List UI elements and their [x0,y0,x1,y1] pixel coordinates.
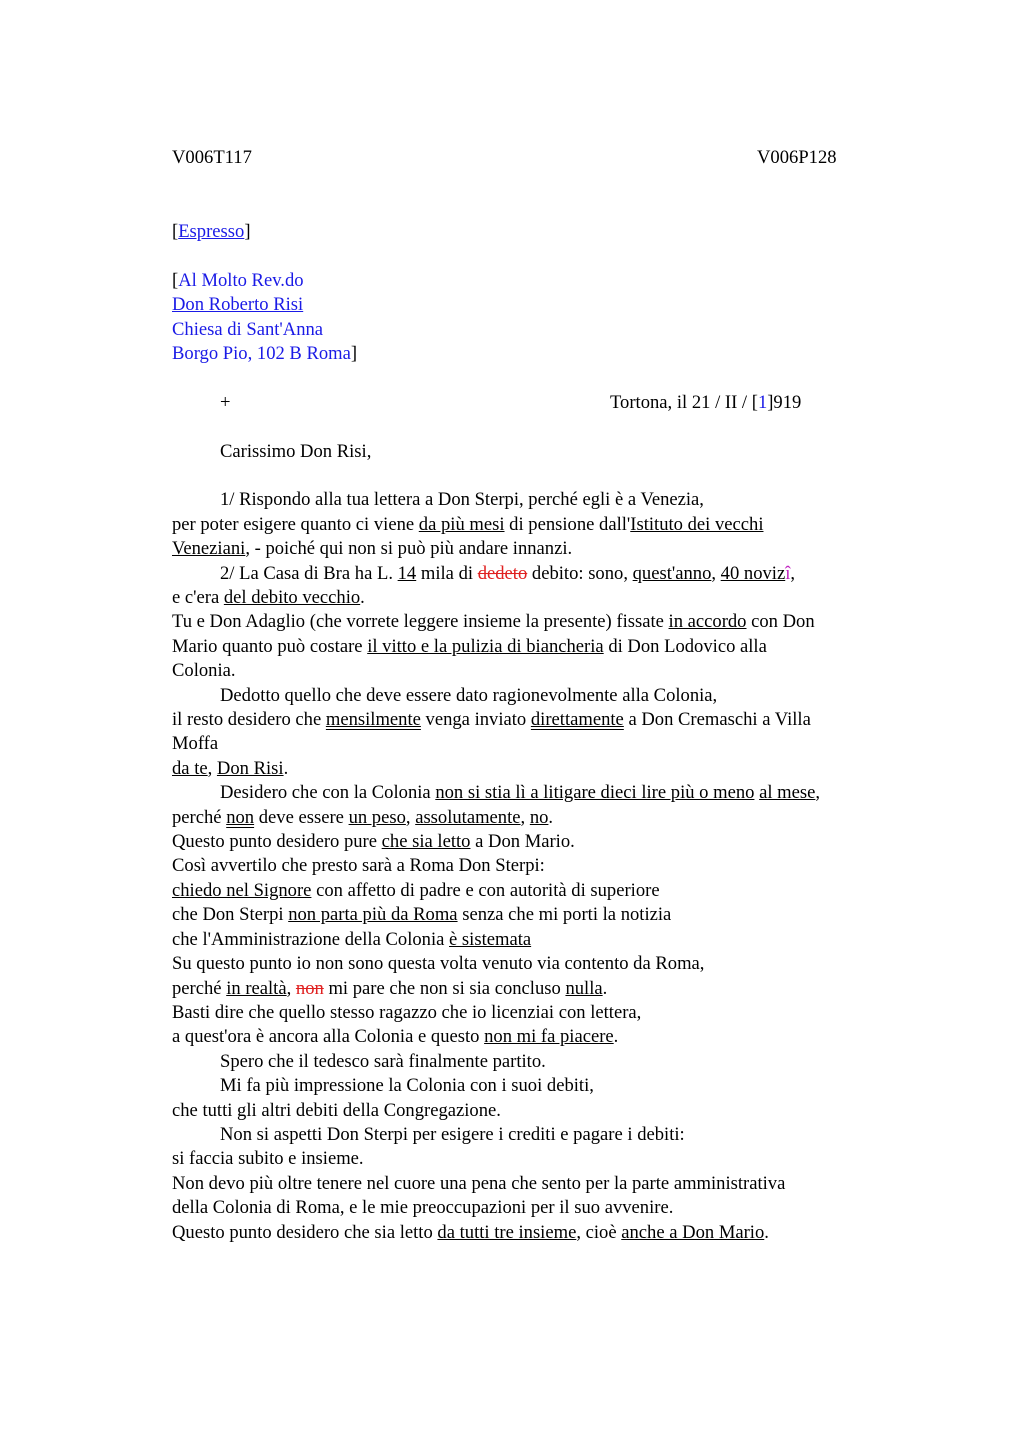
body-line [172,1074,892,1098]
deleted-text: non [295,977,324,999]
text-segment: deve essere [254,806,349,828]
emphasized-text: un peso [348,806,406,828]
text-segment: . [548,806,554,828]
text-segment: Desidero che con la Colonia [220,782,436,804]
emphasized-text: che sia letto [381,831,471,853]
emphasized-text: Istituto dei vecchi [630,513,764,535]
text-segment: . [360,587,365,609]
salutation: Carissimo Don Risi, [220,440,372,462]
espresso-note: [Espresso] [172,221,251,242]
emphasized-text: in realtà [226,977,287,999]
text-segment: Su questo punto io non sono questa volta venuto via contento da Roma, [172,953,705,975]
emphasized-text: assolutamente [415,806,521,828]
text-segment: 1/ Rispondo alla tua lettera a Don Sterpi, perché egli è a Venezia, [220,489,704,511]
text-segment: Dedotto quello che deve essere dato ragionevolmente alla Colonia, [220,684,718,706]
text-segment: mila di [416,562,478,584]
text-segment: che tutti gli altri debiti della Congregazione. [172,1099,501,1121]
deleted-text: dedeto [477,562,528,584]
text-segment: di Don Lodovico alla [603,635,767,657]
year-digit: 1 [757,391,768,413]
emphasized-text: del debito vecchio [223,587,361,609]
body-line [172,1147,892,1171]
body-line [172,1050,892,1074]
text-segment: , [711,562,721,584]
text-segment: di pensione dall' [504,513,631,535]
body-line [172,513,892,537]
text-segment: con Don [746,611,815,633]
text-segment: Non si aspetti Don Sterpi per esigere i crediti e pagare i debiti: [220,1123,685,1145]
body-line [172,586,892,610]
emphasized-text: in accordo [668,611,747,633]
text-segment: a quest'ora è ancora alla Colonia e questo [172,1026,485,1048]
text-segment: Questo punto desidero che sia letto [172,1221,438,1243]
emphasized-text: direttamente [530,709,624,731]
letter-page [172,146,892,1245]
text-segment: , [207,757,217,779]
body-line [172,610,892,634]
text-segment: si faccia subito e insieme. [172,1148,364,1170]
body-line [172,806,892,830]
text-segment: Questo punto desidero pure [172,831,382,853]
text-segment: per poter esigere quanto ci viene [172,513,419,535]
emphasized-text: chiedo nel Signore [172,879,312,901]
text-segment: della Colonia di Roma, e le mie preoccupazioni per il suo avvenire. [172,1197,674,1219]
body-line [172,1025,892,1049]
text-segment: a Don Mario. [470,831,575,853]
text-segment: Colonia. [172,660,236,682]
body-line [172,1172,892,1196]
address-line-1: Al Molto Rev.do [178,269,304,291]
text-segment: , [815,782,821,804]
text-segment: . [283,757,289,779]
emphasized-text: da più mesi [418,513,505,535]
text-segment: Mario quanto può costare [172,635,368,657]
text-segment: 2/ La Casa di Bra ha L. [220,562,398,584]
dateline [172,391,892,415]
body-line [172,1196,892,1220]
body-line [172,537,892,561]
text-segment: che l'Amministrazione della Colonia [172,928,450,950]
emphasized-text: 14 [397,562,417,584]
address-line-4: Borgo Pio, 102 B Roma [172,343,351,365]
text-segment: perché [172,977,227,999]
body-line [172,830,892,854]
emphasized-text: è sistemata [449,928,532,950]
emphasized-text: il vitto e la pulizia di biancheria [367,635,604,657]
text-segment: . [613,1026,619,1048]
text-segment: il resto desidero che [172,709,326,731]
body-line [172,708,892,732]
document-ids [172,146,892,170]
cross-symbol: + [220,391,231,413]
body-line [172,757,892,781]
letter-body [172,488,892,1245]
body-line [172,732,892,756]
address-recipient-link[interactable]: Don Roberto Risi [172,294,304,316]
body-line [172,659,892,683]
address-block: [Al Molto Rev.do Don Roberto Risi Chiesa di Sant'Anna Borgo Pio, 102 B Roma] [172,269,358,365]
text-segment: , [286,977,296,999]
emphasized-text: no [529,806,549,828]
emphasized-text: nulla [565,977,603,999]
emphasized-text: non parta più da Roma [288,904,458,926]
emphasized-text: da te [172,757,208,779]
emphasized-text: Veneziani [172,538,246,560]
text-segment: , [790,562,796,584]
body-line [172,1123,892,1147]
text-segment: Tu e Don Adaglio (che vorrete leggere insieme la presente) fissate [172,611,669,633]
body-line [172,781,892,805]
text-segment: senza che mi porti la notizia [457,904,672,926]
text-segment: venga inviato [420,709,531,731]
text-segment: con affetto di padre e con autorità di superiore [311,879,660,901]
body-line [172,1099,892,1123]
volume-text-id: V006T117 [172,147,252,168]
emphasized-text: quest'anno [632,562,712,584]
emphasized-text: non si stia lì a litigare dieci lire più o meno [435,782,755,804]
text-segment: Non devo più oltre tenere nel cuore una pena che sento per la parte amministrativa [172,1172,786,1194]
body-line [172,488,892,512]
text-segment: perché [172,806,227,828]
text-segment: , cioè [576,1221,622,1243]
body-line [172,854,892,878]
text-segment: Spero che il tedesco sarà finalmente partito. [220,1050,546,1072]
text-segment: che Don Sterpi [172,904,289,926]
emphasized-text: mensilmente [325,709,421,731]
text-segment: . [602,977,608,999]
body-line [172,1001,892,1025]
body-line [172,562,892,586]
emphasized-text: î [785,562,791,584]
volume-page-id: V006P128 [757,147,837,168]
body-line [172,684,892,708]
date-text: Tortona, il 21 / II / [1]919 [610,391,802,413]
body-line [172,1221,892,1245]
text-segment: Basti dire che quello stesso ragazzo che io licenziai con lettera, [172,1001,642,1023]
text-segment: mi pare che non si sia concluso [323,977,566,999]
text-segment: e c'era [172,587,224,609]
espresso-link[interactable]: Espresso [178,221,245,242]
emphasized-text: 40 noviz [720,562,786,584]
body-line [172,977,892,1001]
emphasized-text: al mese [759,782,816,804]
body-line [172,952,892,976]
text-segment: , - poiché qui non si può più andare innanzi. [245,538,573,560]
text-segment: , [405,806,416,828]
emphasized-text: da tutti tre insieme [437,1221,577,1243]
text-segment: Così avvertilo che presto sarà a Roma Don Sterpi: [172,855,545,877]
address-line-3: Chiesa di Sant'Anna [172,318,324,340]
emphasized-text: Don Risi [216,757,284,779]
emphasized-text: anche a Don Mario [621,1221,765,1243]
body-line [172,903,892,927]
text-segment: Moffa [172,733,219,755]
text-segment: Mi fa più impressione la Colonia con i suoi debiti, [220,1075,594,1097]
emphasized-text: non [226,806,255,828]
body-line [172,879,892,903]
body-line [172,928,892,952]
text-segment: . [764,1221,769,1243]
emphasized-text: non mi fa piacere [484,1026,614,1048]
body-line [172,635,892,659]
text-segment: , [520,806,530,828]
text-segment: a Don Cremaschi a Villa [623,709,811,731]
text-segment: debito: sono, [527,562,633,584]
